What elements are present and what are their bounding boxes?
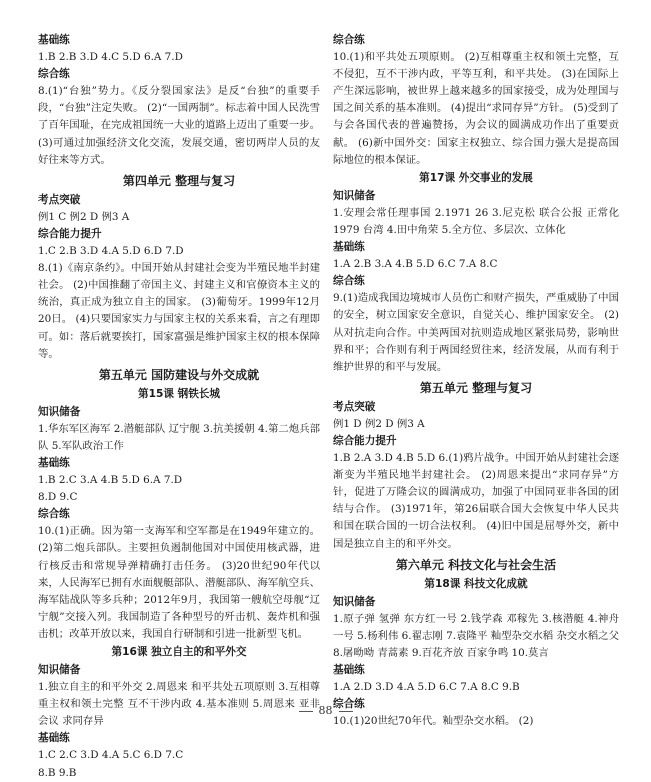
- section-label: 基础练: [333, 664, 365, 676]
- answer-line: 1.B 2.C 3.A 4.B 5.D 6.A 7.D: [38, 474, 183, 487]
- answer-line: 8.(1)《南京条约》。中国开始从封建社会变为半殖民地半封建社会。 (2)中国推翻了帝国主义、封建主义和官僚资本主义的统治，真正成为独立自主的国家。 (3)葡萄牙。1999年12月20日。 (4)只要国家实力与国家主权的关系来看，言之有理即可。如：落后就要挨打，国家富强是维护国家主权的根本保障等。: [38, 262, 320, 360]
- answer-line: 8.B 9.B: [38, 766, 77, 779]
- answer-line: 1.安理会常任理事国 2.1971 26 3.尼克松 联合公报 正常化 1979 台湾 4.田中角荣 5.全方位、多层次、立体化: [333, 206, 619, 236]
- section-label: 基础练: [333, 241, 365, 254]
- section-label: 知识储备: [333, 595, 376, 608]
- answer-line: 1.原子弹 氢弹 东方红一号 2.钱学森 邓稼先 3.核潜艇 4.神舟一号 5.杨利伟 6.翟志刚 7.袁隆平 籼型杂交水稻 杂交水稻之父 8.屠呦呦 青蒿素 9.百花齐放 百家争鸣 10.莫言: [333, 612, 619, 659]
- answer-line: 1.A 2.D 3.D 4.A 5.D 6.C 7.A 8.C 9.B: [333, 681, 520, 694]
- footer-dash-left: [299, 711, 313, 712]
- answer-line: 1.A 2.B 3.A 4.B 5.D 6.C 7.A 8.C: [333, 258, 498, 271]
- answer-line: 1.B 2.A 3.D 4.B 5.D 6.(1)鸦片战争。中国开始从封建社会逐渐变为半殖民地半封建社会。 (2)周恩来提出“求同存异”方针，促进了万隆会议的圆满成功，加强了中国同亚非各国的团结与合作。 (3)1971年，第26届联合国大会恢复中华人民共和国在联合国的一切合法权利。 (4)旧中国是屈辱外交，新中国是独立自主的和平外交。: [333, 452, 620, 550]
- section-label: 知识储备: [38, 664, 81, 676]
- answer-line: 1.B 2.B 3.D 4.C 5.D 6.A 7.D: [38, 51, 183, 64]
- unit-heading: 第五单元 整理与复习: [419, 380, 533, 395]
- section-label: 综合练: [38, 508, 70, 521]
- section-label: 综合练: [333, 275, 365, 288]
- answer-line: 例1 C 例2 D 例3 A: [38, 210, 130, 223]
- lesson-heading: 第16课 独立自主的和平外交: [111, 646, 247, 658]
- right-column: [333, 32, 619, 730]
- unit-heading: 第五单元 国防建设与外交成就: [98, 367, 260, 382]
- answer-line: 1.华东军区海军 2.潜艇部队 辽宁舰 3.抗美援朝 4.第二炮兵部队 5.军队政治工作: [38, 422, 320, 452]
- section-label: 基础练: [38, 732, 70, 745]
- left-column: [38, 32, 320, 782]
- unit-heading: 第六单元 科技文化与社会生活: [395, 557, 557, 572]
- section-label: 综合练: [333, 698, 365, 711]
- page-number: 88: [318, 704, 333, 717]
- section-label: 综合能力提升: [333, 434, 397, 447]
- footer-dash-right: [339, 711, 353, 712]
- answer-line: 例1 D 例2 D 例3 A: [333, 417, 425, 430]
- answer-line: 1.独立自主的和平外交 2.周恩来 和平共处五项原则 3.互相尊重主权和领土完整 互不干涉内政 4.基本准则 5.周恩来 亚非会议 求同存异: [38, 681, 320, 728]
- lesson-heading: 第17课 外交事业的发展: [419, 171, 533, 184]
- section-label: 综合能力提升: [38, 227, 102, 240]
- section-label: 考点突破: [333, 400, 376, 413]
- section-label: 综合练: [333, 34, 365, 46]
- unit-heading: 第四单元 整理与复习: [122, 173, 236, 188]
- section-label: 基础练: [38, 456, 70, 469]
- section-label: 基础练: [38, 34, 70, 46]
- section-label: 知识储备: [333, 189, 376, 202]
- lesson-heading: 第18课 科技文化成就: [424, 577, 528, 590]
- answer-line: 10.(1)正确。因为第一支海军和空军都是在1949年建立的。 (2)第二炮兵部队。主要担负遏制他国对中国使用核武器，进行核反击和常规导弹精确打击任务。 (3)20世纪90年代以来，人民海军已拥有水面舰艇部队、潜艇部队、海军航空兵、海军陆战队等多兵种；2012年9月，我国第一艘航空母舰“辽宁舰”交接入列。我国制造了各种型号的歼击机、轰炸机和强击机；改革开放以来，我国自行研制和引进一批新型飞机。: [38, 525, 320, 640]
- answer-line: 9.(1)造成我国边境城市人员伤亡和财产损失，严重威胁了中国的安全，树立国家安全意识，自觉关心、维护国家安全。 (2)从对抗走向合作。中美两国对抗则造成地区紧张局势，影响世界和平；合作则有利于两国经贸往来，经济发展，从而有利于维护世界的和平与发展。: [333, 292, 619, 373]
- answer-line: 10.(1)和平共处五项原则。 (2)互相尊重主权和领土完整，互不侵犯，互不干涉内政，平等互利，和平共处。 (3)在国际上产生深远影响，被世界上越来越多的国家接受，成为处理国与国之间关系的基本准则。 (4)提出“求同存异”方针。 (5)受到了与会各国代表的普遍赞扬，为会议的圆满成功作出了重要贡献。 (6)新中国外交：国家主权独立、综合国力强大是提高国际地位的根本保证。: [333, 51, 619, 166]
- answer-line: 10.(1)20世纪70年代。籼型杂交水稻。 (2): [333, 715, 534, 728]
- section-label: 知识储备: [38, 405, 81, 418]
- answer-line: 1.C 2.C 3.D 4.A 5.C 6.D 7.C: [38, 749, 184, 762]
- answer-line: 8.(1)“台独”势力。《反分裂国家法》是反“台独”的重要手段，“台独”注定失败。 (2)“一国两制”。标志着中国人民洗雪了百年国耻，在完成祖国统一大业的道路上迈出了重要一步。 (3)可通过加强经济文化交流，发展交通，密切两岸人员的友好往来等方式。: [38, 85, 320, 166]
- answer-line: 1.C 2.B 3.D 4.A 5.D 6.D 7.D: [38, 245, 184, 258]
- section-label: 综合练: [38, 68, 70, 81]
- lesson-heading: 第15课 钢铁长城: [138, 387, 220, 400]
- page-footer: [0, 704, 651, 717]
- answer-line: 8.D 9.C: [38, 491, 78, 504]
- section-label: 考点突破: [38, 193, 81, 206]
